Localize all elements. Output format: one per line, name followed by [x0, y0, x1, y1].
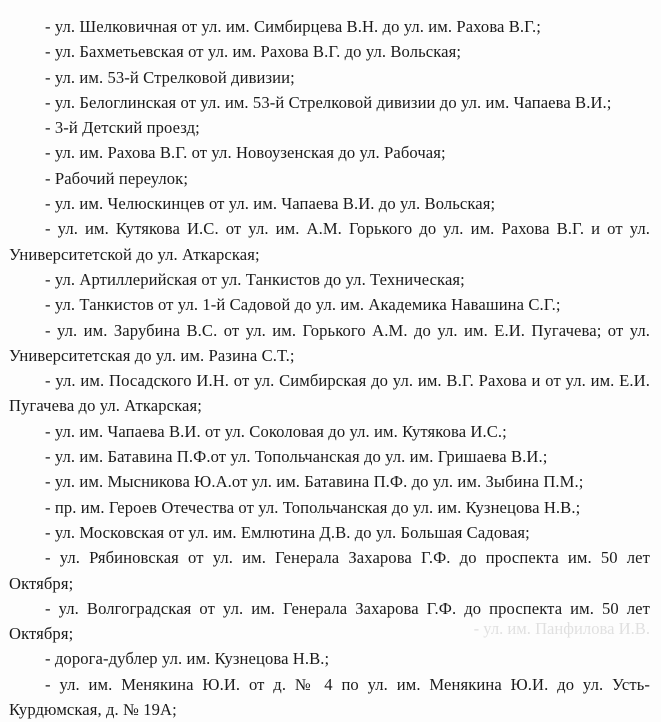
list-item: - дорога-дублер ул. им. Кузнецова Н.В.; — [45, 649, 330, 669]
list-item: - ул. им. Посадского И.Н. от ул. Симбирская до ул. им. В.Г. Рахова и от ул. им. Е.И. Пугачева до ул. Аткарская; — [9, 371, 650, 416]
list-item: - ул. Шелковичная от ул. им. Симбирцева В.Н. до ул. им. Рахова В.Г.; — [45, 17, 541, 36]
list-item: - ул. Белоглинская от ул. им. 53-й Стрелковой дивизии до ул. им. Чапаева В.И.; — [45, 92, 612, 112]
cut-off-partial-line-text: - ул. им. Панфилова И.В. — [473, 619, 650, 638]
list-item: - ул. им. Челюскинцев от ул. им. Чапаева В.И. до ул. Вольская; — [45, 194, 496, 214]
list-item: - ул. им. Мысникова Ю.А.от ул. им. Батавина П.Ф. до ул. им. Зыбина П.М.; — [45, 472, 584, 492]
list-item: - Рабочий переулок; — [45, 168, 189, 188]
list-item: - ул. Московская от ул. им. Емлютина Д.В. до ул. Большая Садовая; — [45, 522, 530, 542]
list-item: - ул. им. 53-й Стрелковой дивизии; — [45, 67, 295, 87]
cut-off-partial-line — [9, 619, 650, 640]
list-item: - ул. им. Чапаева В.И. от ул. Соколовая до ул. им. Кутякова И.С.; — [45, 421, 507, 441]
list-item: - ул. Артиллерийская от ул. Танкистов до ул. Техническая; — [45, 269, 465, 289]
list-item: - ул. Волгоградская от ул. им. Генерала Захарова Г.Ф. до проспекта им. 50 лет Октября; — [9, 598, 650, 644]
list-item: - ул. Танкистов от ул. 1-й Садовой до ул. им. Академика Навашина С.Г.; — [45, 295, 561, 315]
list-item: - ул. им. Зарубина В.С. от ул. им. Горького А.М. до ул. им. Е.И. Пугачева; от ул. Университетская до ул. им. Разина С.Т.; — [9, 320, 650, 365]
list-item: - ул. им. Менякина Ю.И. от д. № 4 по ул. им. Менякина Ю.И. до ул. Усть-Курдюмская, д. № 19А; — [9, 674, 650, 720]
list-item: - ул. Рябиновская от ул. им. Генерала Захарова Г.Ф. до проспекта им. 50 лет Октября; — [9, 548, 650, 593]
list-item: - ул. им. Кутякова И.С. от ул. им. А.М. Горького до ул. им. Рахова В.Г. и от ул. Университетской до ул. Аткарская; — [9, 219, 650, 264]
list-item: - ул. им. Батавина П.Ф.от ул. Топольчанская до ул. им. Гришаева В.И.; — [45, 447, 548, 467]
list-item: - ул. Бахметьевская от ул. им. Рахова В.Г. до ул. Вольская; — [45, 42, 462, 62]
list-item: - 3-й Детский проезд; — [45, 118, 200, 138]
list-item: - ул. им. Рахова В.Г. от ул. Новоузенская до ул. Рабочая; — [45, 143, 446, 163]
list-item: - пр. им. Героев Отечества от ул. Топольчанская до ул. им. Кузнецова Н.В.; — [45, 497, 581, 517]
